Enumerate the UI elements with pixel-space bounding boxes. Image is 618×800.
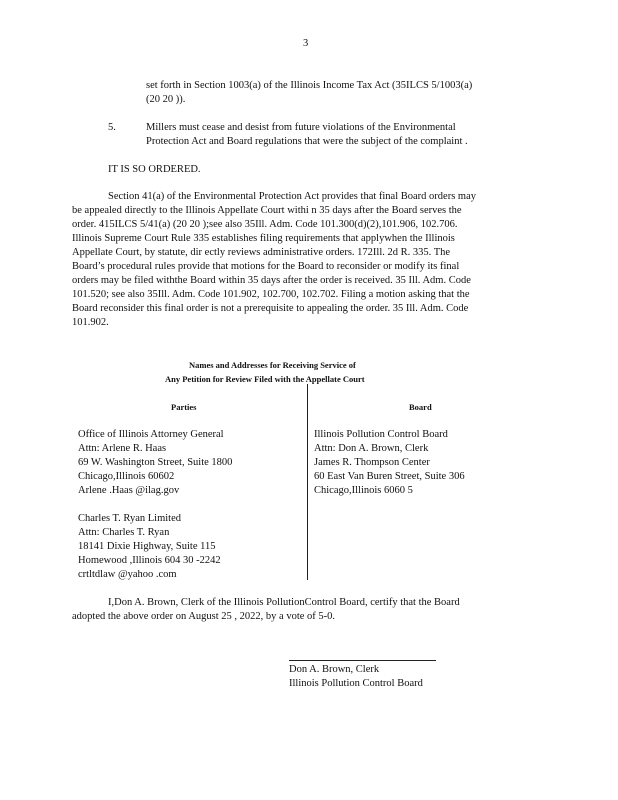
appeal-line-2: be appealed directly to the Illinois Appellate Court withi n 35 days after the Board serves the xyxy=(72,205,462,216)
continued-item-line-2: (20 20 )). xyxy=(146,94,186,105)
party-line: 18141 Dixie Highway, Suite 115 xyxy=(78,541,216,552)
board-line: Attn: Don A. Brown, Clerk xyxy=(314,443,429,454)
party-line: Office of Illinois Attorney General xyxy=(78,429,224,440)
certification-line-2: adopted the above order on August 25 , 2022, by a vote of 5-0. xyxy=(72,611,336,622)
service-heading-line-1: Names and Addresses for Receiving Service of xyxy=(189,360,356,370)
appeal-line-9: Board reconsider this final order is not a prerequisite to appealing the order. 35 Ill. Adm. Code xyxy=(72,303,469,314)
appeal-line-3: order. 415ILCS 5/41(a) (20 20 );see also 35Ill. Adm. Code 101.300(d)(2),101.906, 102.706. xyxy=(72,219,458,230)
board-line: Illinois Pollution Control Board xyxy=(314,429,448,440)
party-line: Homewood ,Illinois 604 30 -2242 xyxy=(78,555,221,566)
board-block xyxy=(314,428,465,498)
appeal-line-6: Board’s procedural rules provide that motions for the Board to reconsider or modify its final xyxy=(72,261,460,272)
column-divider xyxy=(307,384,308,580)
appeal-line-8: 101.520; see also 35Ill. Adm. Code 101.902, 102.700, 102.702. Filing a motion asking that the xyxy=(72,289,470,300)
board-line: James R. Thompson Center xyxy=(314,457,430,468)
party-line: Attn: Charles T. Ryan xyxy=(78,527,170,538)
board-header: Board xyxy=(409,402,432,412)
party-block-charles-ryan xyxy=(78,512,221,582)
continued-item-line-1: set forth in Section 1003(a) of the Illinois Income Tax Act (35ILCS 5/1003(a) xyxy=(146,80,473,91)
appeal-line-5: Appellate Court, by statute, dir ectly reviews administrative orders. 172Ill. 2d R. 335. The xyxy=(72,247,451,258)
item-5-line-2: Protection Act and Board regulations that were the subject of the complaint . xyxy=(146,136,468,147)
signature-line xyxy=(289,660,436,661)
appeal-line-7: orders may be filed withthe Board within 35 days after the order is received. 35 Ill. Adm. Code xyxy=(72,275,471,286)
service-heading-line-2: Any Petition for Review Filed with the Appellate Court xyxy=(165,374,365,384)
appeal-line-1: Section 41(a) of the Environmental Protection Act provides that final Board orders may xyxy=(108,191,476,202)
appeal-line-4: Illinois Supreme Court Rule 335 establishes filing requirements that applywhen the Illinois xyxy=(72,233,455,244)
party-line: Attn: Arlene R. Haas xyxy=(78,443,167,454)
signature-name: Don A. Brown, Clerk xyxy=(289,664,380,675)
so-ordered: IT IS SO ORDERED. xyxy=(108,164,201,175)
party-line: 69 W. Washington Street, Suite 1800 xyxy=(78,457,233,468)
certification-line-1: I,Don A. Brown, Clerk of the Illinois PollutionControl Board, certify that the Board xyxy=(108,597,460,608)
board-line: Chicago,Illinois 6060 5 xyxy=(314,485,413,496)
parties-header: Parties xyxy=(171,402,197,412)
party-email: crtltdlaw @yahoo .com xyxy=(78,569,177,580)
party-block-attorney-general xyxy=(78,428,232,498)
appeal-line-10: 101.902. xyxy=(72,317,109,328)
party-line: Charles T. Ryan Limited xyxy=(78,513,182,524)
item-5-number: 5. xyxy=(108,122,116,133)
party-email: Arlene .Haas @ilag.gov xyxy=(78,485,180,496)
party-line: Chicago,Illinois 60602 xyxy=(78,471,175,482)
item-5-line-1: Millers must cease and desist from future violations of the Environmental xyxy=(146,122,456,133)
page-number: 3 xyxy=(303,38,309,49)
signature-title: Illinois Pollution Control Board xyxy=(289,678,423,689)
board-line: 60 East Van Buren Street, Suite 306 xyxy=(314,471,465,482)
